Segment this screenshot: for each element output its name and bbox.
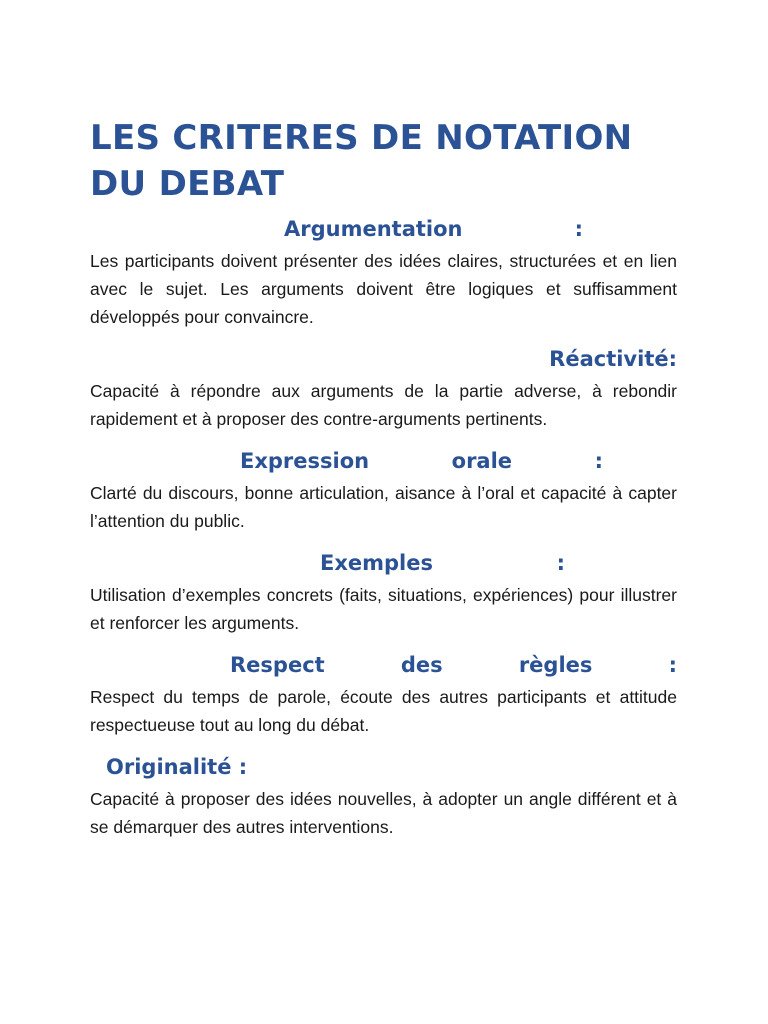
section-expression-orale [90, 447, 677, 535]
section-text: Respect du temps de parole, écoute des autres participants et attitude respectueuse tout au long du débat. [90, 687, 677, 735]
heading-colon: : [574, 217, 583, 241]
heading-word: Expression [240, 449, 370, 473]
section-heading [90, 753, 677, 781]
section-respect-des-regles [90, 651, 677, 739]
section-argumentation [90, 215, 677, 331]
heading-word: Respect [230, 653, 325, 677]
heading-word: des [400, 653, 443, 677]
section-text: Capacité à proposer des idées nouvelles, à adopter un angle différent et à se démarquer des autres interventions. [90, 789, 677, 837]
heading-word: Exemples [320, 551, 433, 575]
document-page [90, 115, 677, 855]
section-text: Utilisation d’exemples concrets (faits, situations, expériences) pour illustrer et renforcer les arguments. [90, 585, 677, 633]
heading-word: Réactivité: [549, 347, 677, 371]
heading-word: règles [518, 653, 593, 677]
section-heading [90, 549, 677, 577]
section-heading [90, 651, 677, 679]
heading-word: Argumentation [284, 217, 463, 241]
section-reactivite [90, 345, 677, 433]
section-heading [90, 215, 677, 243]
heading-colon: : [668, 653, 677, 677]
section-heading [90, 345, 677, 373]
heading-word: Originalité : [106, 755, 248, 779]
section-exemples [90, 549, 677, 637]
heading-colon: : [594, 449, 603, 473]
heading-colon: : [556, 551, 565, 575]
section-text: Les participants doivent présenter des idées claires, structurées et en lien avec le sujet. Les arguments doivent être logiques et suffisamment développés pour convaincre. [90, 251, 677, 327]
section-originalite [90, 753, 677, 841]
heading-word: orale [451, 449, 513, 473]
document-title: LES CRITERES DE NOTATION DU DEBAT [90, 118, 633, 204]
section-heading [90, 447, 677, 475]
section-text: Clarté du discours, bonne articulation, aisance à l’oral et capacité à capter l’attention du public. [90, 483, 677, 531]
section-text: Capacité à répondre aux arguments de la partie adverse, à rebondir rapidement et à proposer des contre-arguments pertinents. [90, 381, 677, 429]
